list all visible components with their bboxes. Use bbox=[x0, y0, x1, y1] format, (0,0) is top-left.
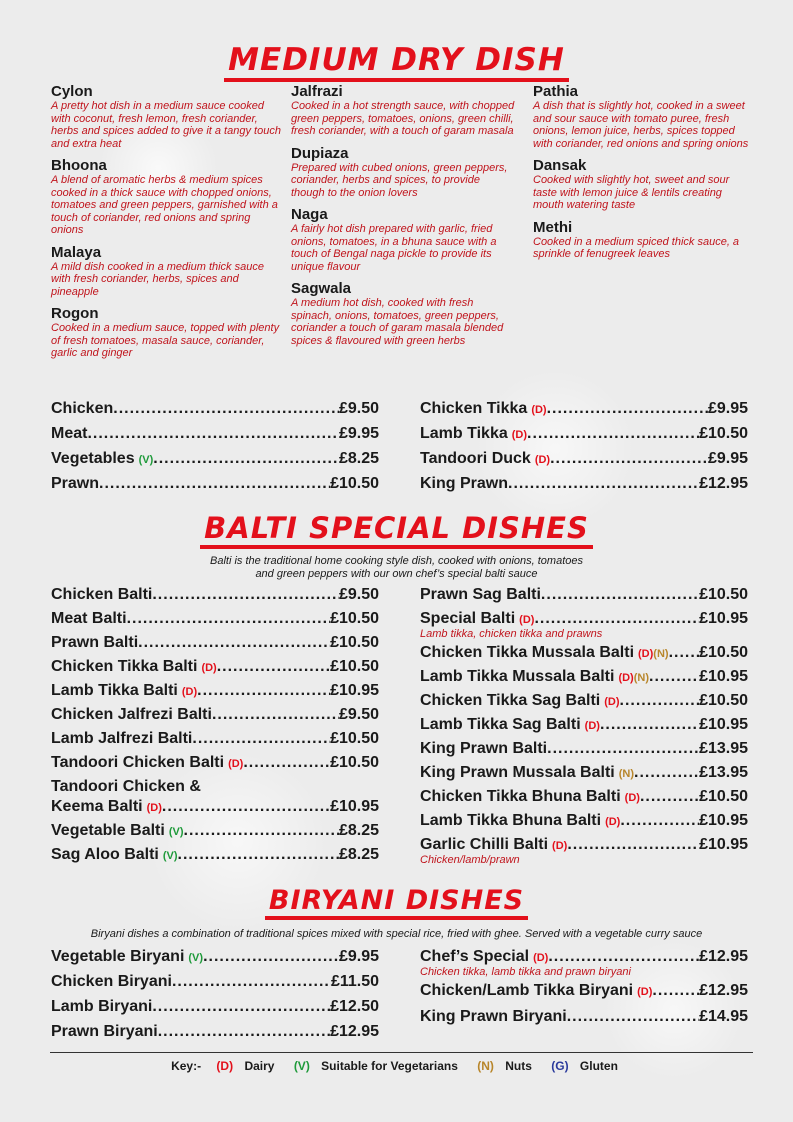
dish-description: A dish that is slightly hot, cooked in a sweet and sour sauce with tomato puree, fresh onions, lemon juice, herbs, spices topped with coriander, red onions and spring onions bbox=[533, 100, 749, 150]
price-row bbox=[420, 982, 748, 1008]
item-price: £10.50 bbox=[699, 692, 748, 709]
dish-desc-item bbox=[51, 245, 283, 299]
price-row bbox=[51, 634, 379, 658]
item-price: £12.95 bbox=[330, 1023, 379, 1040]
dish-desc-item bbox=[291, 281, 515, 347]
item-name: Vegetables bbox=[51, 450, 135, 467]
diet-tag: (D) bbox=[533, 952, 549, 964]
item-name: Prawn Sag Balti bbox=[420, 586, 541, 603]
leader-dots bbox=[669, 644, 699, 662]
dish-name: Rogon bbox=[51, 305, 99, 322]
leader-dots bbox=[158, 1023, 330, 1041]
price-row bbox=[51, 400, 379, 425]
price-row bbox=[51, 450, 379, 475]
medium-dry-title: MEDIUM DRY DISH bbox=[224, 42, 569, 82]
item-price: £9.95 bbox=[707, 400, 748, 417]
leader-dots bbox=[127, 610, 330, 628]
price-row bbox=[51, 706, 379, 730]
leader-dots bbox=[212, 706, 339, 724]
item-price: £10.95 bbox=[330, 682, 379, 699]
dish-name: Cylon bbox=[51, 83, 93, 100]
balti-title: BALTI SPECIAL DISHES bbox=[200, 511, 593, 549]
item-name: Prawn Balti bbox=[51, 634, 139, 651]
item-name: Lamb Tikka Balti bbox=[51, 682, 178, 699]
diet-tag: (D) bbox=[146, 802, 162, 814]
item-name: Tandoori Chicken Balti bbox=[51, 754, 225, 771]
price-row bbox=[420, 692, 748, 716]
price-row bbox=[420, 764, 748, 788]
key-code: (N) bbox=[477, 1059, 494, 1073]
item-name: Keema Balti bbox=[51, 798, 143, 815]
item-price: £12.95 bbox=[699, 948, 748, 965]
item-name: Chicken Tikka Bhuna Balti bbox=[420, 788, 621, 805]
leader-dots bbox=[203, 948, 339, 966]
item-name: Chef’s Special bbox=[420, 948, 530, 965]
biryani-heading bbox=[0, 885, 793, 916]
dish-description: A blend of aromatic herbs & medium spices cooked in a thick sauce with chopped onions, tomatoes and green peppers, garnished with a touch of coriander, red onions and spring onions bbox=[51, 174, 278, 236]
item-note: Chicken tikka, lamb tikka and prawn biryani bbox=[420, 966, 631, 978]
item-name: Lamb Jalfrezi Balti bbox=[51, 730, 193, 747]
medium-dry-heading bbox=[0, 42, 793, 78]
item-price: £13.95 bbox=[699, 740, 748, 757]
leader-dots bbox=[153, 450, 339, 468]
diet-tag: (D) bbox=[604, 696, 620, 708]
diet-tag: (D) bbox=[534, 454, 551, 466]
item-price: £12.50 bbox=[330, 998, 379, 1015]
item-name: Chicken Tikka Balti bbox=[51, 658, 198, 675]
leader-dots bbox=[138, 634, 330, 652]
key-item-dairy bbox=[212, 1059, 278, 1073]
price-row bbox=[420, 740, 748, 764]
dish-name: Sagwala bbox=[291, 280, 352, 297]
item-price: £10.95 bbox=[699, 668, 748, 685]
key-label: Key:- bbox=[171, 1059, 202, 1073]
key-text: Dairy bbox=[244, 1059, 275, 1073]
diet-tag: (N) bbox=[633, 672, 650, 684]
item-name: Chicken bbox=[51, 400, 114, 417]
item-name: Tandoori Duck bbox=[420, 450, 531, 467]
dish-name: Malaya bbox=[51, 243, 102, 261]
dish-desc-item bbox=[533, 84, 755, 150]
diet-tag: (D) bbox=[624, 792, 640, 804]
diet-tag: (D) bbox=[605, 816, 621, 828]
price-row bbox=[51, 973, 379, 998]
price-row bbox=[51, 846, 379, 870]
price-row bbox=[420, 610, 748, 630]
leader-dots bbox=[600, 716, 699, 734]
price-row bbox=[420, 948, 748, 968]
allergen-key bbox=[0, 1059, 793, 1073]
price-row bbox=[420, 716, 748, 740]
item-price: £12.95 bbox=[699, 982, 748, 999]
leader-dots bbox=[527, 425, 699, 443]
leader-dots bbox=[113, 400, 339, 418]
diet-tag: (D) bbox=[531, 404, 547, 416]
item-name: Lamb Tikka Bhuna Balti bbox=[420, 812, 602, 829]
price-row bbox=[51, 682, 379, 706]
price-row bbox=[420, 836, 748, 856]
item-price: £9.50 bbox=[338, 400, 379, 417]
price-row bbox=[420, 475, 748, 500]
balti-intro: Balti is the traditional home cooking style dish, cooked with onions, tomatoes and green peppers with our own chef’s special balti sauce bbox=[210, 555, 583, 580]
biryani-title: BIRYANI DISHES bbox=[265, 885, 528, 920]
diet-tag: (V) bbox=[168, 826, 184, 838]
item-price: £10.50 bbox=[699, 586, 748, 603]
item-price: £10.95 bbox=[699, 716, 748, 733]
dish-description: A fairly hot dish prepared with garlic, fried onions, tomatoes, in a bhuna sauce with a touch of Bengal naga pickle to provide its unique flavour bbox=[291, 223, 497, 273]
price-row bbox=[420, 400, 748, 425]
dish-desc-item bbox=[51, 306, 283, 360]
item-name: Prawn bbox=[51, 475, 100, 492]
diet-tag: (D) bbox=[181, 686, 198, 698]
key-item-nuts bbox=[473, 1059, 536, 1073]
price-row bbox=[51, 822, 379, 846]
diet-tag: (D) bbox=[584, 720, 600, 732]
leader-dots bbox=[217, 658, 330, 676]
item-price: £8.25 bbox=[338, 846, 379, 863]
item-name-prefix: Tandoori Chicken & bbox=[51, 778, 201, 795]
price-row bbox=[420, 450, 748, 475]
dish-desc-item bbox=[291, 146, 515, 200]
key-item-gluten bbox=[547, 1059, 622, 1073]
footer-divider bbox=[50, 1052, 753, 1053]
diet-tag: (N) bbox=[653, 648, 669, 660]
dish-desc-item bbox=[291, 84, 515, 138]
item-name: Garlic Chilli Balti bbox=[420, 836, 549, 853]
price-row bbox=[51, 998, 379, 1023]
leader-dots bbox=[197, 682, 330, 700]
item-price: £13.95 bbox=[699, 764, 748, 781]
diet-tag: (D) bbox=[201, 662, 217, 674]
dish-description: Cooked with slightly hot, sweet and sour taste with lemon juice & lentils creating mouth watering taste bbox=[533, 174, 730, 211]
item-name: Chicken Tikka Sag Balti bbox=[420, 692, 601, 709]
diet-tag: (D) bbox=[511, 429, 528, 441]
leader-dots bbox=[192, 730, 330, 748]
item-name: Chicken Tikka bbox=[420, 400, 528, 417]
dish-desc-item bbox=[51, 158, 283, 237]
key-text: Nuts bbox=[505, 1059, 532, 1073]
price-row bbox=[51, 1023, 379, 1048]
dish-description: A medium hot dish, cooked with fresh spinach, onions, tomatoes, green peppers, coriander a touch of garam masala blended spices & flavoured with green herbs bbox=[291, 297, 504, 347]
diet-tag: (V) bbox=[138, 454, 154, 466]
item-name: Vegetable Biryani bbox=[51, 948, 185, 965]
balti-right bbox=[420, 586, 748, 866]
price-row bbox=[51, 730, 379, 754]
dish-description: Cooked in a hot strength sauce, with chopped green peppers, tomatoes, onions, green chilli, fresh coriander, with a touch of garam masala bbox=[291, 100, 515, 137]
item-price: £11.50 bbox=[330, 973, 379, 990]
medium-prices-right bbox=[420, 400, 748, 500]
item-note: Chicken/lamb/prawn bbox=[420, 854, 520, 866]
item-name: Chicken/Lamb Tikka Biryani bbox=[420, 982, 634, 999]
leader-dots bbox=[567, 836, 699, 854]
price-row bbox=[420, 1008, 748, 1034]
item-name: King Prawn Balti bbox=[420, 740, 548, 757]
price-row bbox=[51, 425, 379, 450]
biryani-intro: Biryani dishes a combination of traditional spices mixed with special rice, fried with ghee. Served with a vegetable curry sauce bbox=[90, 928, 703, 940]
leader-dots bbox=[547, 400, 708, 418]
item-price: £10.50 bbox=[330, 634, 379, 651]
dish-name: Dupiaza bbox=[291, 144, 349, 162]
dish-desc-item bbox=[51, 84, 283, 150]
item-name: Meat bbox=[51, 425, 88, 442]
dish-description: A pretty hot dish in a medium sauce cooked with coconut, fresh lemon, fresh coriander, herbs and spices added to give it a tangy touch and extra heat bbox=[51, 100, 281, 150]
dish-name: Bhoona bbox=[51, 157, 107, 174]
medium-desc-col-2 bbox=[291, 84, 515, 355]
medium-prices-left bbox=[51, 400, 379, 500]
item-name: Meat Balti bbox=[51, 610, 127, 627]
leader-dots bbox=[508, 475, 699, 493]
item-name: Lamb Tikka Mussala Balti bbox=[420, 668, 615, 685]
price-row bbox=[420, 644, 748, 668]
leader-dots bbox=[243, 754, 330, 772]
key-code: (D) bbox=[216, 1059, 234, 1073]
item-price: £9.95 bbox=[338, 948, 379, 965]
item-name: Lamb Tikka bbox=[420, 425, 508, 442]
item-name: Sag Aloo Balti bbox=[51, 846, 159, 863]
balti-heading bbox=[0, 511, 793, 545]
item-name: Chicken Biryani bbox=[51, 973, 172, 990]
leader-dots bbox=[640, 788, 699, 806]
item-price: £10.50 bbox=[330, 730, 379, 747]
leader-dots bbox=[649, 668, 699, 686]
price-row bbox=[51, 586, 379, 610]
leader-dots bbox=[652, 982, 699, 1000]
price-row bbox=[420, 668, 748, 692]
dish-name: Pathia bbox=[533, 83, 579, 100]
dish-name: Jalfrazi bbox=[291, 83, 343, 100]
leader-dots bbox=[620, 812, 699, 830]
leader-dots bbox=[547, 740, 699, 758]
item-price: £12.95 bbox=[699, 475, 748, 492]
item-price: £9.50 bbox=[338, 586, 379, 603]
item-name: King Prawn bbox=[420, 475, 509, 492]
leader-dots bbox=[550, 450, 708, 468]
leader-dots bbox=[178, 846, 339, 864]
leader-dots bbox=[172, 973, 331, 991]
leader-dots bbox=[541, 586, 699, 604]
leader-dots bbox=[534, 610, 699, 628]
dish-description: Cooked in a medium sauce, topped with plenty of fresh tomatoes, masala sauce, coriander, garlic and ginger bbox=[51, 322, 280, 359]
item-price: £8.25 bbox=[338, 822, 379, 839]
item-name: Chicken Balti bbox=[51, 586, 153, 603]
leader-dots bbox=[184, 822, 339, 840]
key-code: (G) bbox=[551, 1059, 569, 1073]
price-row bbox=[420, 425, 748, 450]
leader-dots bbox=[634, 764, 699, 782]
price-row bbox=[420, 812, 748, 836]
item-price: £10.50 bbox=[330, 754, 379, 771]
price-row bbox=[420, 788, 748, 812]
diet-tag: (D) bbox=[552, 840, 568, 852]
dish-desc-item bbox=[533, 158, 755, 212]
dish-desc-item bbox=[533, 220, 755, 261]
diet-tag: (N) bbox=[618, 768, 634, 780]
dish-description: A mild dish cooked in a medium thick sauce with fresh coriander, herbs, spices and pineapple bbox=[51, 260, 264, 298]
item-name: King Prawn Biryani bbox=[420, 1008, 567, 1025]
dish-description: Prepared with cubed onions, green peppers, coriander, herbs and spices, to provide though to the onion lovers bbox=[291, 161, 508, 199]
diet-tag: (D) bbox=[228, 758, 244, 770]
balti-left bbox=[51, 586, 379, 870]
price-row bbox=[51, 658, 379, 682]
item-price: £9.95 bbox=[707, 450, 748, 467]
item-price: £10.50 bbox=[330, 475, 379, 492]
medium-desc-col-1 bbox=[51, 84, 283, 368]
biryani-right bbox=[420, 948, 748, 1034]
item-name: Chicken Jalfrezi Balti bbox=[51, 706, 212, 723]
diet-tag: (D) bbox=[618, 672, 634, 684]
diet-tag: (V) bbox=[188, 952, 204, 964]
item-price: £10.50 bbox=[699, 788, 748, 805]
item-name: Special Balti bbox=[420, 610, 516, 627]
item-price: £8.25 bbox=[338, 450, 379, 467]
leader-dots bbox=[548, 948, 699, 966]
key-item-vegetarian bbox=[290, 1059, 462, 1073]
diet-tag: (D) bbox=[638, 648, 654, 660]
key-text: Gluten bbox=[579, 1059, 618, 1073]
item-price: £14.95 bbox=[699, 1008, 748, 1025]
key-text: Suitable for Vegetarians bbox=[321, 1059, 458, 1073]
item-price: £10.95 bbox=[330, 798, 379, 815]
item-price: £9.95 bbox=[338, 425, 379, 442]
item-price: £10.95 bbox=[699, 836, 748, 853]
item-name: Prawn Biryani bbox=[51, 1023, 158, 1040]
key-code: (V) bbox=[293, 1059, 310, 1073]
dish-name: Naga bbox=[291, 206, 328, 223]
price-row bbox=[51, 475, 379, 500]
diet-tag: (V) bbox=[162, 850, 178, 862]
item-price: £10.95 bbox=[699, 812, 748, 829]
price-row bbox=[51, 754, 379, 778]
item-name: Lamb Biryani bbox=[51, 998, 153, 1015]
leader-dots bbox=[99, 475, 330, 493]
price-row bbox=[420, 586, 748, 610]
item-name: King Prawn Mussala Balti bbox=[420, 764, 615, 781]
diet-tag: (D) bbox=[637, 986, 653, 998]
leader-dots bbox=[162, 798, 330, 816]
item-price: £10.95 bbox=[699, 610, 748, 627]
item-name: Lamb Tikka Sag Balti bbox=[420, 716, 581, 733]
price-row bbox=[51, 610, 379, 634]
item-price: £10.50 bbox=[699, 425, 748, 442]
leader-dots bbox=[87, 425, 339, 443]
diet-tag: (D) bbox=[519, 614, 535, 626]
medium-desc-col-3 bbox=[533, 84, 755, 269]
item-note: Lamb tikka, chicken tikka and prawns bbox=[420, 628, 603, 640]
dish-desc-item bbox=[291, 207, 515, 273]
price-row bbox=[51, 798, 379, 822]
biryani-left bbox=[51, 948, 379, 1048]
leader-dots bbox=[152, 586, 339, 604]
item-price: £9.50 bbox=[338, 706, 379, 723]
leader-dots bbox=[620, 692, 700, 710]
dish-name: Dansak bbox=[533, 157, 587, 174]
leader-dots bbox=[567, 1008, 699, 1026]
leader-dots bbox=[152, 998, 330, 1016]
price-row bbox=[51, 948, 379, 973]
item-name: Chicken Tikka Mussala Balti bbox=[420, 644, 635, 661]
item-price: £10.50 bbox=[330, 658, 379, 675]
dish-name: Methi bbox=[533, 218, 573, 236]
item-price: £10.50 bbox=[330, 610, 379, 627]
item-name: Vegetable Balti bbox=[51, 822, 165, 839]
item-price: £10.50 bbox=[699, 644, 748, 661]
dish-description: Cooked in a medium spiced thick sauce, a sprinkle of fenugreek leaves bbox=[533, 235, 740, 260]
